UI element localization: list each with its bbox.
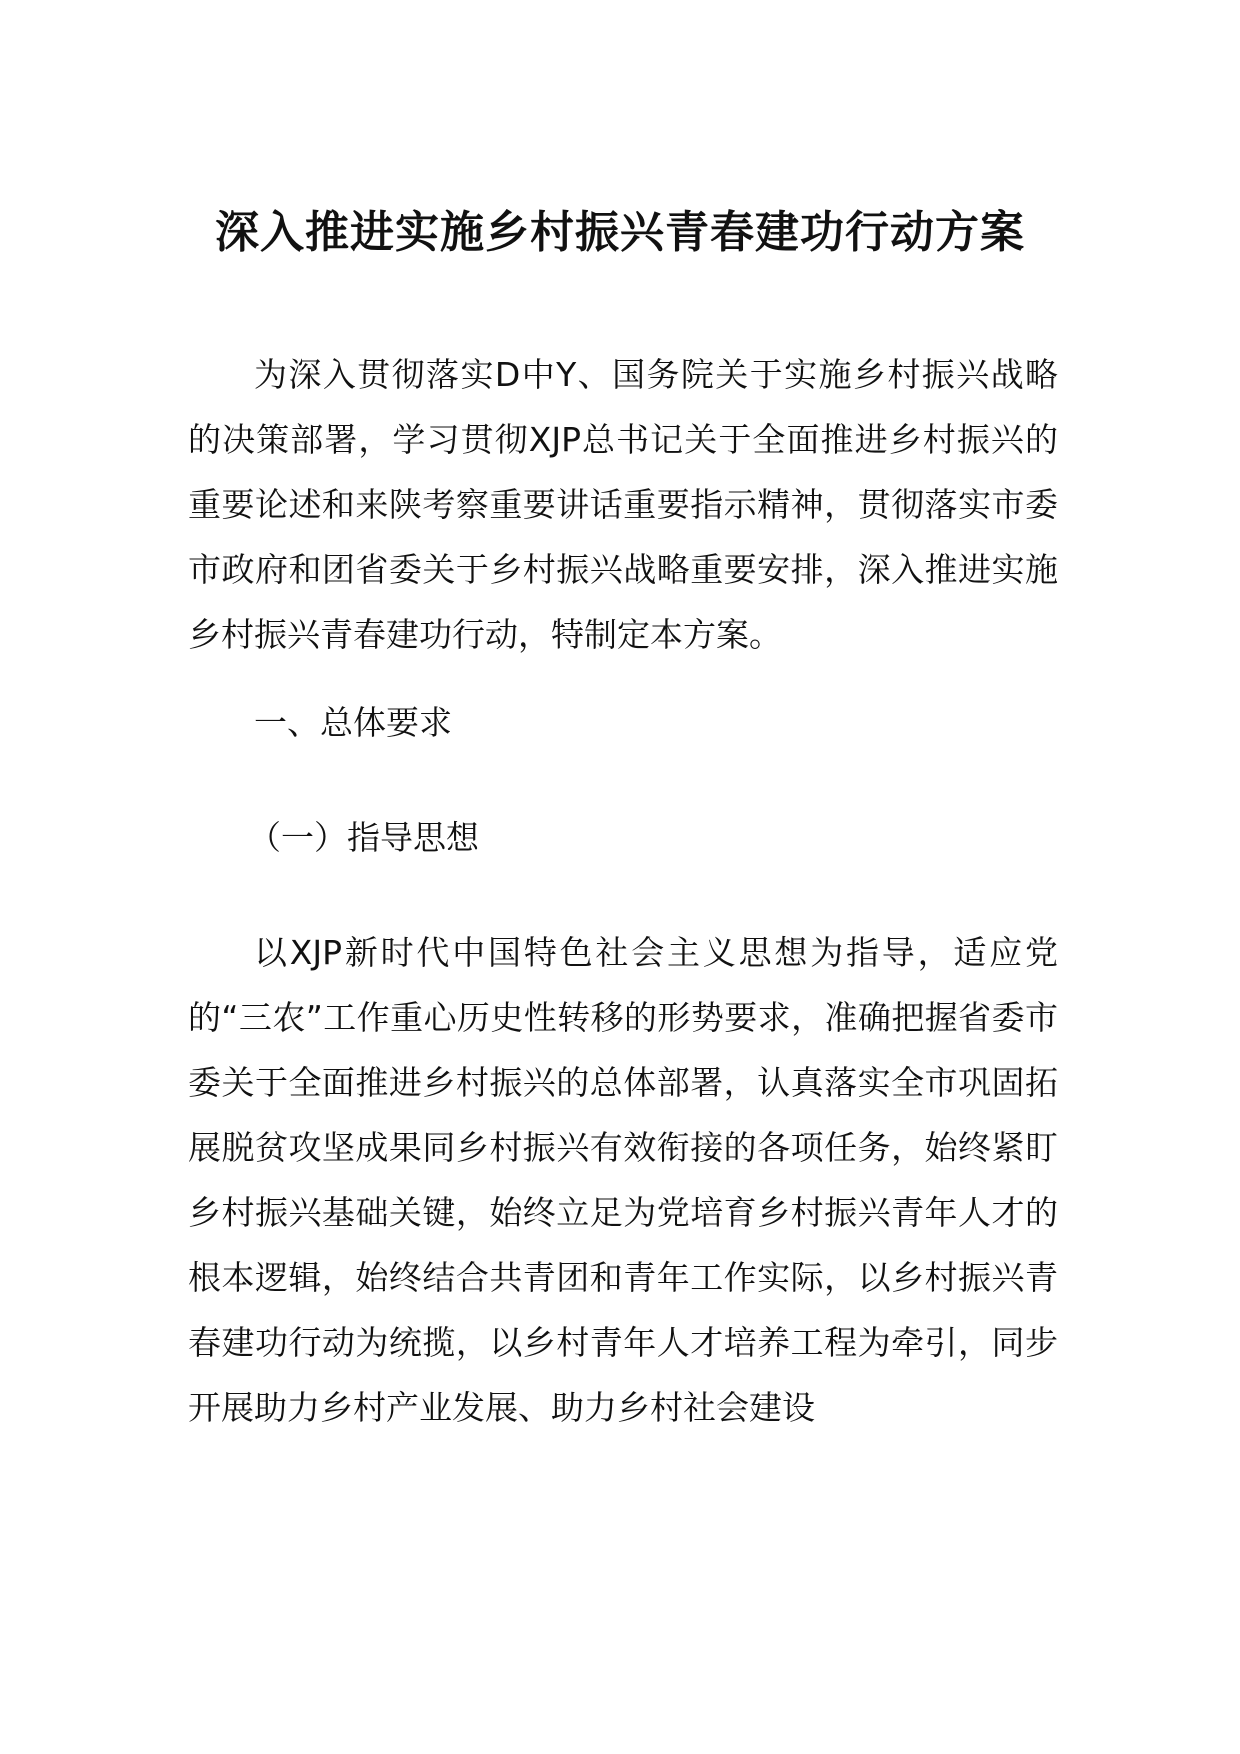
guiding-ideology-paragraph: 以XJP新时代中国特色社会主义思想为指导，适应党的“三农”工作重心历史性转移的形势要求，准确把握省委市委关于全面推进乡村振兴的总体部署，认真落实全市巩固拓展脱贫攻坚成果同乡村振兴有效衔接的各项任务，始终紧盯乡村振兴基础关键，始终立足为党培育乡村振兴青年人才的根本逻辑，始终结合共青团和青年工作实际，以乡村振兴青春建功行动为统揽，以乡村青年人才培养工程为牵引，同步开展助力乡村产业发展、助力乡村社会建设 [188, 933, 1058, 1427]
section-heading-overall-requirements: 一、总体要求 [254, 703, 452, 742]
subsection-heading-guiding-ideology: （一）指导思想 [248, 818, 479, 857]
document-title: 深入推进实施乡村振兴青春建功行动方案 [215, 207, 1025, 258]
intro-paragraph: 为深入贯彻落实D中Y、国务院关于实施乡村振兴战略的决策部署，学习贯彻XJP总书记关于全面推进乡村振兴的重要论述和来陕考察重要讲话重要指示精神，贯彻落实市委市政府和团省委关于乡村振兴战略重要安排，深入推进实施乡村振兴青春建功行动，特制定本方案。 [188, 355, 1058, 654]
